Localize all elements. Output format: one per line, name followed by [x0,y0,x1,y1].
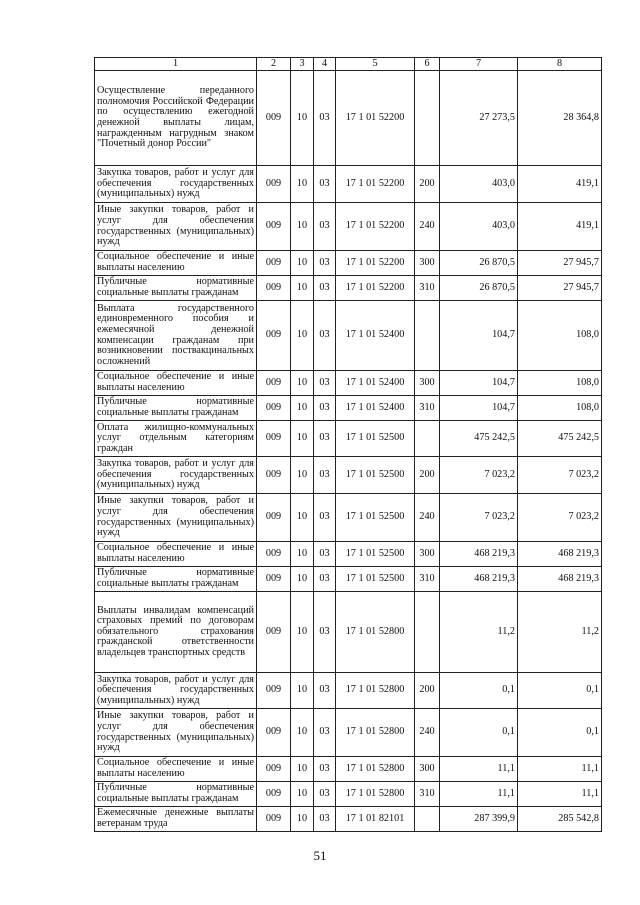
row-amount-year-2: 7 023,2 [518,494,602,542]
row-amount-year-1: 11,2 [440,592,518,673]
header-row [95,58,602,71]
row-amount-year-2: 419,1 [518,166,602,203]
row-name: Публичные нормативные социальные выплаты гражданам [95,396,257,421]
header-col-1: 1 [95,58,257,71]
row-section-code: 10 [291,807,314,832]
row-target-article: 17 1 01 52500 [336,421,415,457]
row-expense-type: 300 [415,757,440,782]
row-name: Закупка товаров, работ и услуг для обеспечения государственных (муниципальных) нужд [95,166,257,203]
row-name: Осуществление переданного полномочия Российской Федерации по осуществлению ежегодной денежной выплаты лицам, награжденным нагрудным знаком "Почетный донор России" [95,71,257,166]
row-name: Закупка товаров, работ и услуг для обеспечения государственных (муниципальных) нужд [95,457,257,494]
row-subsection-code: 03 [314,276,336,301]
row-subsection-code: 03 [314,396,336,421]
header-col-5: 5 [336,58,415,71]
row-name: Выплата государственного единовременного пособия и ежемесячной денежной компенсации гражданам при возникновении поствакцинальных осложнений [95,301,257,371]
row-expense-type: 240 [415,709,440,757]
row-section-code: 10 [291,673,314,709]
table-row [95,166,602,203]
row-subsection-code: 03 [314,457,336,494]
row-amount-year-2: 11,1 [518,782,602,807]
row-target-article: 17 1 01 52500 [336,457,415,494]
row-expense-type: 240 [415,494,440,542]
row-target-article: 17 1 01 52800 [336,782,415,807]
row-amount-year-2: 468 219,3 [518,542,602,567]
table-row [95,782,602,807]
row-ved-code: 009 [257,757,291,782]
row-target-article: 17 1 01 52800 [336,673,415,709]
row-subsection-code: 03 [314,166,336,203]
row-subsection-code: 03 [314,203,336,251]
row-target-article: 17 1 01 52800 [336,709,415,757]
row-amount-year-1: 0,1 [440,709,518,757]
table-row [95,457,602,494]
row-expense-type [415,71,440,166]
row-name: Иные закупки товаров, работ и услуг для обеспечения государственных (муниципальных) нужд [95,709,257,757]
row-subsection-code: 03 [314,757,336,782]
row-amount-year-2: 7 023,2 [518,457,602,494]
row-ved-code: 009 [257,166,291,203]
row-target-article: 17 1 01 52200 [336,276,415,301]
row-ved-code: 009 [257,371,291,396]
row-amount-year-2: 27 945,7 [518,251,602,276]
row-subsection-code: 03 [314,251,336,276]
row-target-article: 17 1 01 52400 [336,301,415,371]
row-name: Социальное обеспечение и иные выплаты населению [95,757,257,782]
row-name: Публичные нормативные социальные выплаты гражданам [95,276,257,301]
row-subsection-code: 03 [314,709,336,757]
row-target-article: 17 1 01 52200 [336,203,415,251]
row-section-code: 10 [291,421,314,457]
header-col-8: 8 [518,58,602,71]
row-expense-type [415,421,440,457]
row-expense-type: 310 [415,782,440,807]
row-name: Социальное обеспечение и иные выплаты населению [95,542,257,567]
row-expense-type: 200 [415,166,440,203]
row-subsection-code: 03 [314,567,336,592]
header-col-7: 7 [440,58,518,71]
row-expense-type: 240 [415,203,440,251]
row-section-code: 10 [291,567,314,592]
row-name: Публичные нормативные социальные выплаты гражданам [95,782,257,807]
header-col-3: 3 [291,58,314,71]
row-name: Социальное обеспечение и иные выплаты населению [95,251,257,276]
table-row [95,396,602,421]
table-row [95,301,602,371]
row-amount-year-2: 0,1 [518,673,602,709]
row-target-article: 17 1 01 52200 [336,251,415,276]
row-amount-year-1: 7 023,2 [440,494,518,542]
table-row [95,592,602,673]
row-amount-year-1: 7 023,2 [440,457,518,494]
row-target-article: 17 1 01 52800 [336,757,415,782]
row-amount-year-2: 108,0 [518,301,602,371]
row-subsection-code: 03 [314,371,336,396]
row-name: Публичные нормативные социальные выплаты гражданам [95,567,257,592]
row-section-code: 10 [291,301,314,371]
row-amount-year-1: 403,0 [440,166,518,203]
table-row [95,709,602,757]
row-subsection-code: 03 [314,542,336,567]
row-section-code: 10 [291,709,314,757]
row-amount-year-2: 419,1 [518,203,602,251]
header-col-4: 4 [314,58,336,71]
table-row [95,807,602,832]
row-ved-code: 009 [257,396,291,421]
row-ved-code: 009 [257,421,291,457]
row-amount-year-2: 108,0 [518,396,602,421]
row-section-code: 10 [291,592,314,673]
row-target-article: 17 1 01 52200 [336,166,415,203]
row-amount-year-1: 287 399,9 [440,807,518,832]
row-amount-year-1: 27 273,5 [440,71,518,166]
row-amount-year-1: 468 219,3 [440,542,518,567]
row-amount-year-1: 26 870,5 [440,276,518,301]
row-amount-year-2: 285 542,8 [518,807,602,832]
table-body [95,71,602,832]
row-amount-year-1: 0,1 [440,673,518,709]
row-ved-code: 009 [257,709,291,757]
row-target-article: 17 1 01 82101 [336,807,415,832]
row-expense-type: 310 [415,396,440,421]
row-ved-code: 009 [257,673,291,709]
row-section-code: 10 [291,396,314,421]
table-row [95,673,602,709]
row-expense-type: 200 [415,457,440,494]
row-section-code: 10 [291,251,314,276]
row-section-code: 10 [291,203,314,251]
row-ved-code: 009 [257,542,291,567]
row-ved-code: 009 [257,276,291,301]
row-expense-type: 200 [415,673,440,709]
row-target-article: 17 1 01 52200 [336,71,415,166]
row-amount-year-2: 28 364,8 [518,71,602,166]
row-amount-year-2: 11,1 [518,757,602,782]
row-subsection-code: 03 [314,494,336,542]
row-ved-code: 009 [257,494,291,542]
row-name: Закупка товаров, работ и услуг для обеспечения государственных (муниципальных) нужд [95,673,257,709]
row-section-code: 10 [291,371,314,396]
budget-table [94,57,602,832]
row-amount-year-2: 468 219,3 [518,567,602,592]
row-name: Социальное обеспечение и иные выплаты населению [95,371,257,396]
row-name: Ежемесячные денежные выплаты ветеранам труда [95,807,257,832]
row-subsection-code: 03 [314,301,336,371]
row-name: Выплаты инвалидам компенсаций страховых премий по договорам обязательного страхования гражданской ответственности владельцев транспортных средств [95,592,257,673]
row-subsection-code: 03 [314,782,336,807]
row-expense-type: 310 [415,567,440,592]
row-ved-code: 009 [257,301,291,371]
row-subsection-code: 03 [314,421,336,457]
row-section-code: 10 [291,71,314,166]
table-row [95,421,602,457]
row-target-article: 17 1 01 52800 [336,592,415,673]
row-subsection-code: 03 [314,673,336,709]
row-name: Оплата жилищно-коммунальных услуг отдельным категориям граждан [95,421,257,457]
row-expense-type: 310 [415,276,440,301]
row-section-code: 10 [291,457,314,494]
row-amount-year-1: 104,7 [440,396,518,421]
row-expense-type: 300 [415,371,440,396]
row-ved-code: 009 [257,567,291,592]
row-amount-year-1: 11,1 [440,782,518,807]
row-target-article: 17 1 01 52500 [336,567,415,592]
row-expense-type: 300 [415,251,440,276]
row-section-code: 10 [291,494,314,542]
table-row [95,494,602,542]
header-col-2: 2 [257,58,291,71]
row-amount-year-2: 0,1 [518,709,602,757]
row-target-article: 17 1 01 52400 [336,396,415,421]
table-row [95,71,602,166]
row-amount-year-1: 26 870,5 [440,251,518,276]
row-expense-type: 300 [415,542,440,567]
row-name: Иные закупки товаров, работ и услуг для обеспечения государственных (муниципальных) нужд [95,494,257,542]
row-ved-code: 009 [257,203,291,251]
row-amount-year-1: 104,7 [440,371,518,396]
row-ved-code: 009 [257,71,291,166]
row-amount-year-2: 11,2 [518,592,602,673]
row-amount-year-1: 104,7 [440,301,518,371]
row-expense-type [415,592,440,673]
row-target-article: 17 1 01 52500 [336,542,415,567]
row-amount-year-2: 108,0 [518,371,602,396]
row-target-article: 17 1 01 52400 [336,371,415,396]
row-subsection-code: 03 [314,807,336,832]
row-section-code: 10 [291,542,314,567]
row-subsection-code: 03 [314,592,336,673]
page-number: 51 [313,848,327,863]
row-amount-year-2: 27 945,7 [518,276,602,301]
row-ved-code: 009 [257,592,291,673]
table-row [95,276,602,301]
header-col-6: 6 [415,58,440,71]
table-row [95,251,602,276]
row-section-code: 10 [291,166,314,203]
row-expense-type [415,807,440,832]
row-name: Иные закупки товаров, работ и услуг для обеспечения государственных (муниципальных) нужд [95,203,257,251]
row-amount-year-1: 403,0 [440,203,518,251]
table-row [95,757,602,782]
table-row [95,542,602,567]
table-row [95,567,602,592]
row-section-code: 10 [291,757,314,782]
row-expense-type [415,301,440,371]
row-amount-year-1: 468 219,3 [440,567,518,592]
table-row [95,203,602,251]
row-ved-code: 009 [257,782,291,807]
row-amount-year-2: 475 242,5 [518,421,602,457]
row-target-article: 17 1 01 52500 [336,494,415,542]
row-amount-year-1: 11,1 [440,757,518,782]
row-subsection-code: 03 [314,71,336,166]
table-row [95,371,602,396]
row-ved-code: 009 [257,251,291,276]
row-ved-code: 009 [257,457,291,494]
row-section-code: 10 [291,782,314,807]
row-amount-year-1: 475 242,5 [440,421,518,457]
row-section-code: 10 [291,276,314,301]
row-ved-code: 009 [257,807,291,832]
